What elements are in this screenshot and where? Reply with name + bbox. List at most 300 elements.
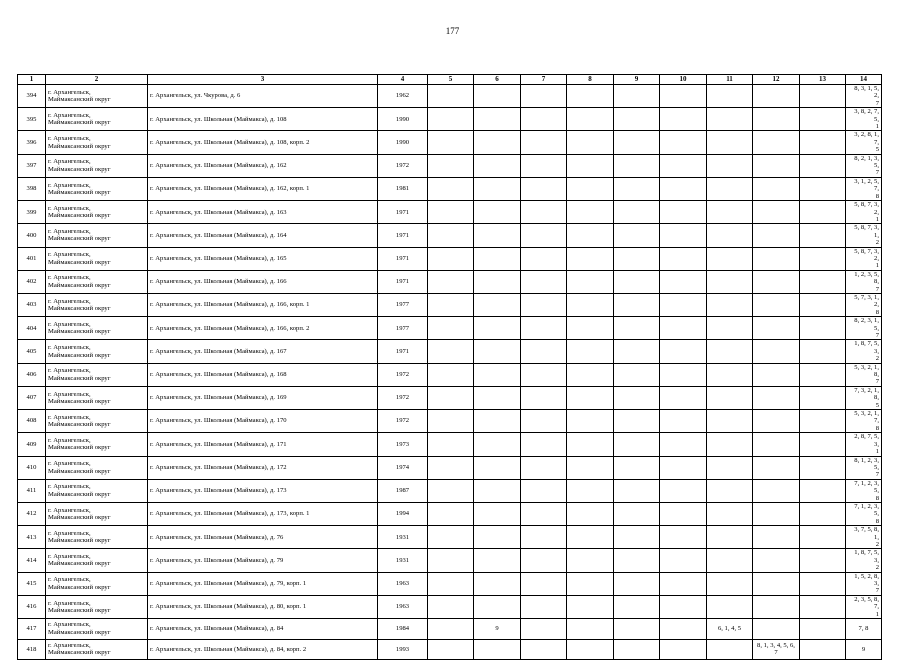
col5-cell	[428, 108, 474, 131]
col10-cell	[660, 502, 707, 525]
col13-cell	[800, 224, 846, 247]
district-line: г. Архангельск,	[48, 576, 91, 584]
district-line: Маймаксанский округ	[48, 188, 111, 196]
district-cell	[46, 108, 148, 131]
table-row	[18, 270, 882, 293]
district-line: Маймаксанский округ	[48, 467, 111, 475]
col14-cell	[846, 639, 882, 660]
col14-line: 8	[875, 424, 879, 432]
table-row	[18, 363, 882, 386]
col10-cell	[660, 410, 707, 433]
col7-cell	[521, 201, 567, 224]
year-cell: 1962	[378, 85, 428, 108]
col14-line: 7	[875, 169, 879, 177]
col12-cell	[753, 201, 800, 224]
col9-cell	[614, 293, 660, 316]
address-cell: г. Архангельск, ул. Школьная (Маймакса), д. 164	[148, 224, 378, 247]
year-cell: 1971	[378, 247, 428, 270]
district-cell	[46, 386, 148, 409]
col14-line: 3, 1, 2, 5, 7,	[854, 177, 879, 193]
col7-cell	[521, 549, 567, 572]
year-cell: 1972	[378, 154, 428, 177]
col11-cell	[707, 201, 753, 224]
col13-cell	[800, 433, 846, 456]
year-cell: 1990	[378, 108, 428, 131]
row-number-cell: 402	[18, 270, 46, 293]
col7-cell	[521, 108, 567, 131]
col10-cell	[660, 131, 707, 154]
table-row	[18, 201, 882, 224]
col9-cell	[614, 526, 660, 549]
col14-line: 7	[875, 587, 879, 595]
col11-cell	[707, 340, 753, 363]
col9-cell	[614, 177, 660, 200]
col7-cell	[521, 293, 567, 316]
col14-line: 8, 2, 1, 3, 5,	[854, 154, 879, 170]
col13-cell	[800, 595, 846, 618]
year-cell: 1931	[378, 526, 428, 549]
district-cell	[46, 433, 148, 456]
col10-cell	[660, 201, 707, 224]
col6-cell	[474, 456, 521, 479]
col14-line: 2, 3, 5, 8, 7,	[854, 595, 879, 611]
district-cell	[46, 131, 148, 154]
district-cell	[46, 201, 148, 224]
col14-cell	[846, 386, 882, 409]
col5-cell	[428, 433, 474, 456]
district-line: г. Архангельск,	[48, 320, 91, 328]
col9-cell	[614, 363, 660, 386]
col10-cell	[660, 549, 707, 572]
address-cell: г. Архангельск, ул. Школьная (Маймакса), д. 162, корп. 1	[148, 177, 378, 200]
col8-cell	[567, 108, 614, 131]
col9-cell	[614, 85, 660, 108]
col13-cell	[800, 201, 846, 224]
col10-cell	[660, 572, 707, 595]
table-row	[18, 549, 882, 572]
col5-cell	[428, 549, 474, 572]
col13-cell	[800, 363, 846, 386]
district-cell	[46, 224, 148, 247]
district-line: Маймаксанский округ	[48, 258, 111, 266]
col7-cell	[521, 247, 567, 270]
col14-line: 8	[875, 494, 879, 502]
year-cell: 1974	[378, 456, 428, 479]
row-number-cell: 405	[18, 340, 46, 363]
col7-cell	[521, 479, 567, 502]
col14-cell	[846, 502, 882, 525]
district-line: Маймаксанский округ	[48, 514, 111, 522]
column-header-11: 11	[707, 75, 753, 85]
col14-line: 1, 8, 7, 5, 3,	[854, 340, 879, 355]
col14-line: 7	[875, 471, 879, 479]
col5-cell	[428, 154, 474, 177]
district-line: г. Архангельск,	[48, 506, 91, 514]
district-cell	[46, 85, 148, 108]
district-cell	[46, 293, 148, 316]
col9-cell	[614, 549, 660, 572]
col12-cell	[753, 526, 800, 549]
col14-line: 7, 8	[858, 625, 869, 633]
year-cell: 1994	[378, 502, 428, 525]
year-cell: 1963	[378, 572, 428, 595]
row-number-cell: 410	[18, 456, 46, 479]
col7-cell	[521, 131, 567, 154]
col7-cell	[521, 363, 567, 386]
address-cell: г. Архангельск, ул. Школьная (Маймакса), д. 108	[148, 108, 378, 131]
district-cell	[46, 549, 148, 572]
col7-cell	[521, 154, 567, 177]
district-line: Маймаксанский округ	[48, 583, 111, 591]
col14-cell	[846, 340, 882, 363]
col14-cell	[846, 433, 882, 456]
col7-cell	[521, 595, 567, 618]
district-cell	[46, 456, 148, 479]
col14-line: 7, 3, 2, 1, 8,	[854, 386, 879, 402]
district-line: Маймаксанский округ	[48, 374, 111, 382]
col14-line: 5, 8, 7, 3, 1,	[854, 224, 879, 239]
col7-cell	[521, 410, 567, 433]
address-cell: г. Архангельск, ул. Школьная (Маймакса), д. 169	[148, 386, 378, 409]
col9-cell	[614, 131, 660, 154]
col8-cell	[567, 619, 614, 640]
year-cell: 1987	[378, 479, 428, 502]
col12-cell	[753, 270, 800, 293]
col11-cell	[707, 526, 753, 549]
col5-cell	[428, 479, 474, 502]
col9-cell	[614, 154, 660, 177]
col14-line: 8	[875, 192, 879, 200]
col12-cell	[753, 386, 800, 409]
col5-cell	[428, 131, 474, 154]
address-cell: г. Архангельск, ул. Школьная (Маймакса), д. 171	[148, 433, 378, 456]
col12-cell	[753, 317, 800, 340]
col14-cell	[846, 293, 882, 316]
row-number-cell: 400	[18, 224, 46, 247]
col10-cell	[660, 293, 707, 316]
address-cell: г. Архангельск, ул. Школьная (Маймакса), д. 80, корп. 1	[148, 595, 378, 618]
district-cell	[46, 595, 148, 618]
year-cell: 1973	[378, 433, 428, 456]
col8-cell	[567, 85, 614, 108]
col8-cell	[567, 201, 614, 224]
district-line: Маймаксанский округ	[48, 560, 111, 568]
address-cell: г. Архангельск, ул. Школьная (Маймакса), д. 172	[148, 456, 378, 479]
col6-cell	[474, 502, 521, 525]
col10-cell	[660, 340, 707, 363]
row-number-cell: 394	[18, 85, 46, 108]
col13-cell	[800, 572, 846, 595]
row-number-cell: 397	[18, 154, 46, 177]
col10-cell	[660, 108, 707, 131]
col12-cell	[753, 433, 800, 456]
col10-cell	[660, 317, 707, 340]
district-cell	[46, 502, 148, 525]
table-row	[18, 154, 882, 177]
col10-cell	[660, 595, 707, 618]
col14-cell	[846, 410, 882, 433]
district-line: г. Архангельск,	[48, 460, 91, 468]
col8-cell	[567, 270, 614, 293]
col13-cell	[800, 456, 846, 479]
col12-cell	[753, 293, 800, 316]
col6-cell	[474, 247, 521, 270]
col9-cell	[614, 572, 660, 595]
col13-cell	[800, 247, 846, 270]
district-line: Маймаксанский округ	[48, 96, 111, 104]
col12-cell	[753, 247, 800, 270]
col14-line: 7	[875, 378, 879, 386]
col9-cell	[614, 595, 660, 618]
col9-cell	[614, 386, 660, 409]
col7-cell	[521, 386, 567, 409]
district-cell	[46, 154, 148, 177]
district-cell	[46, 177, 148, 200]
col14-cell	[846, 456, 882, 479]
col6-cell	[474, 317, 521, 340]
col10-cell	[660, 526, 707, 549]
col8-cell	[567, 177, 614, 200]
col11-cell	[707, 479, 753, 502]
col10-cell	[660, 270, 707, 293]
col10-cell	[660, 363, 707, 386]
row-number-cell: 407	[18, 386, 46, 409]
col11-cell	[707, 224, 753, 247]
col14-cell	[846, 572, 882, 595]
table-row	[18, 526, 882, 549]
district-line: г. Архангельск,	[48, 390, 91, 398]
col8-cell	[567, 224, 614, 247]
col8-cell	[567, 293, 614, 316]
district-line: г. Архангельск,	[48, 483, 91, 491]
year-cell: 1977	[378, 293, 428, 316]
col8-cell	[567, 526, 614, 549]
col8-cell	[567, 317, 614, 340]
col10-cell	[660, 224, 707, 247]
col6-cell	[474, 201, 521, 224]
row-number-cell: 416	[18, 595, 46, 618]
col7-cell	[521, 340, 567, 363]
col12-cell	[753, 619, 800, 640]
col13-cell	[800, 526, 846, 549]
district-line: Маймаксанский округ	[48, 628, 111, 636]
col14-cell	[846, 85, 882, 108]
col11-cell	[707, 639, 753, 660]
col14-cell	[846, 154, 882, 177]
row-number-cell: 411	[18, 479, 46, 502]
address-cell: г. Архангельск, ул. Школьная (Маймакса), д. 165	[148, 247, 378, 270]
col14-line: 8	[875, 517, 879, 525]
row-number-cell: 418	[18, 639, 46, 660]
col6-cell	[474, 363, 521, 386]
col14-line: 8, 1, 2, 3, 5,	[854, 456, 879, 471]
col12-cell	[753, 502, 800, 525]
col13-cell	[800, 549, 846, 572]
col9-cell	[614, 340, 660, 363]
address-cell: г. Архангельск, ул. Школьная (Маймакса), д. 162	[148, 154, 378, 177]
address-cell: г. Архангельск, ул. Школьная (Маймакса), д. 173, корп. 1	[148, 502, 378, 525]
district-line: Маймаксанский округ	[48, 421, 111, 429]
col14-line: 1	[875, 262, 879, 270]
col5-cell	[428, 502, 474, 525]
col11-cell	[707, 247, 753, 270]
col6-cell	[474, 108, 521, 131]
col14-line: 1	[875, 123, 879, 131]
col14-line: 1, 2, 3, 5, 8,	[854, 270, 879, 286]
district-line: г. Архангельск,	[48, 274, 91, 282]
district-cell	[46, 317, 148, 340]
col9-cell	[614, 270, 660, 293]
district-cell	[46, 479, 148, 502]
table-row	[18, 108, 882, 131]
col9-cell	[614, 433, 660, 456]
col8-cell	[567, 456, 614, 479]
table-row	[18, 572, 882, 595]
col5-cell	[428, 247, 474, 270]
district-line: Маймаксанский округ	[48, 606, 111, 614]
col7-cell	[521, 502, 567, 525]
address-cell: г. Архангельск, ул. Чкурова, д. 6	[148, 85, 378, 108]
col6-cell	[474, 85, 521, 108]
district-cell	[46, 619, 148, 640]
address-cell: г. Архангельск, ул. Школьная (Маймакса), д. 76	[148, 526, 378, 549]
col14-line: 7	[875, 332, 879, 339]
district-line: Маймаксанский округ	[48, 212, 111, 220]
col5-cell	[428, 317, 474, 340]
col9-cell	[614, 224, 660, 247]
col5-cell	[428, 340, 474, 363]
district-line: г. Архангельск,	[48, 158, 91, 166]
col6-cell	[474, 572, 521, 595]
row-number-cell: 403	[18, 293, 46, 316]
table-body	[18, 85, 882, 660]
col10-cell	[660, 154, 707, 177]
col13-cell	[800, 639, 846, 660]
col5-cell	[428, 526, 474, 549]
col9-cell	[614, 456, 660, 479]
col11-cell	[707, 317, 753, 340]
col8-cell	[567, 502, 614, 525]
col6-cell	[474, 595, 521, 618]
col8-cell	[567, 363, 614, 386]
col14-line: 5, 3, 2, 1, 8,	[854, 363, 879, 379]
col9-cell	[614, 639, 660, 660]
col7-cell	[521, 85, 567, 108]
district-line: г. Архангельск,	[48, 367, 91, 375]
col10-cell	[660, 619, 707, 640]
table-row	[18, 410, 882, 433]
housing-register-table	[17, 74, 882, 660]
table-row	[18, 433, 882, 456]
col14-line: 7	[875, 99, 879, 107]
table-row	[18, 224, 882, 247]
col12-cell	[753, 224, 800, 247]
col7-cell	[521, 572, 567, 595]
col7-cell	[521, 224, 567, 247]
col14-line: 1	[875, 610, 879, 618]
col12-cell	[753, 479, 800, 502]
district-line: Маймаксанский округ	[48, 328, 111, 336]
col6-cell	[474, 639, 521, 660]
col5-cell	[428, 456, 474, 479]
col7-cell	[521, 317, 567, 340]
year-cell: 1971	[378, 270, 428, 293]
col5-cell	[428, 410, 474, 433]
district-line: г. Архангельск,	[48, 529, 91, 537]
column-header-12: 12	[753, 75, 800, 85]
table-row	[18, 386, 882, 409]
column-header-2: 2	[46, 75, 148, 85]
col7-cell	[521, 270, 567, 293]
address-cell: г. Архангельск, ул. Школьная (Маймакса), д. 170	[148, 410, 378, 433]
row-number-cell: 398	[18, 177, 46, 200]
col5-cell	[428, 619, 474, 640]
district-cell	[46, 526, 148, 549]
col5-cell	[428, 293, 474, 316]
district-cell	[46, 572, 148, 595]
col9-cell	[614, 201, 660, 224]
district-line: Маймаксанский округ	[48, 537, 111, 545]
col7-cell	[521, 639, 567, 660]
year-cell: 1972	[378, 363, 428, 386]
page-number: 177	[445, 26, 460, 36]
col6-cell	[474, 549, 521, 572]
district-line: г. Архангельск,	[48, 297, 91, 305]
district-line: Маймаксанский округ	[48, 119, 111, 127]
address-cell: г. Архангельск, ул. Школьная (Маймакса), д. 163	[148, 201, 378, 224]
district-cell	[46, 270, 148, 293]
table-row	[18, 639, 882, 660]
row-number-cell: 395	[18, 108, 46, 131]
col14-cell	[846, 619, 882, 640]
col13-cell	[800, 340, 846, 363]
col6-cell	[474, 293, 521, 316]
col12-cell	[753, 177, 800, 200]
col5-cell	[428, 85, 474, 108]
column-header-5: 5	[428, 75, 474, 85]
col5-cell	[428, 177, 474, 200]
col11-cell	[707, 85, 753, 108]
col7-cell	[521, 526, 567, 549]
col6-cell	[474, 340, 521, 363]
row-number-cell: 412	[18, 502, 46, 525]
district-cell	[46, 247, 148, 270]
row-number-cell: 406	[18, 363, 46, 386]
col14-cell	[846, 177, 882, 200]
col6-cell	[474, 131, 521, 154]
address-cell: г. Архангельск, ул. Школьная (Маймакса), д. 79, корп. 1	[148, 572, 378, 595]
col8-cell	[567, 549, 614, 572]
row-number-cell: 404	[18, 317, 46, 340]
district-line: г. Архангельск,	[48, 413, 91, 421]
col14-line: 7, 1, 2, 3, 5,	[854, 479, 879, 495]
col6-cell	[474, 224, 521, 247]
col14-cell	[846, 201, 882, 224]
col8-cell	[567, 247, 614, 270]
col13-cell	[800, 108, 846, 131]
year-cell: 1984	[378, 619, 428, 640]
col14-cell	[846, 595, 882, 618]
col6-cell: 9	[474, 619, 521, 640]
col12-cell	[753, 154, 800, 177]
col13-cell	[800, 386, 846, 409]
col12-cell	[753, 549, 800, 572]
col6-cell	[474, 410, 521, 433]
table-row	[18, 177, 882, 200]
col14-cell	[846, 131, 882, 154]
col9-cell	[614, 108, 660, 131]
col13-cell	[800, 177, 846, 200]
